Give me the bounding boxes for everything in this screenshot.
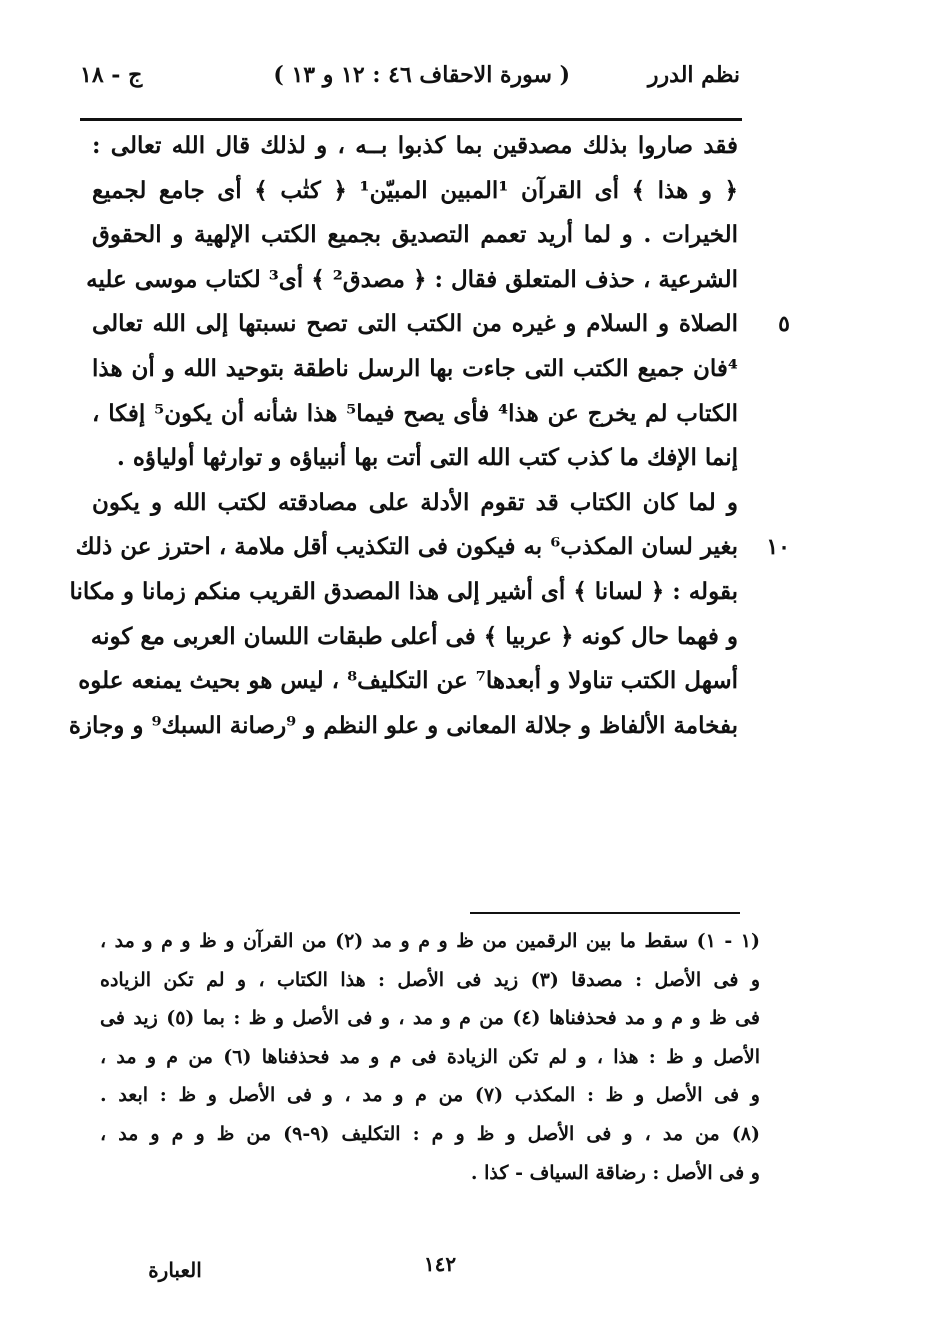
text-line: بفخامة الألفاظ و جلالة المعانى و علو النظم و ⁹رصانة السبك⁹ و وجازة bbox=[68, 711, 738, 739]
text-line: فقد صاروا بذلك مصدقين بما كذبوا بــه ، و لذلك قال الله تعالى : bbox=[92, 132, 738, 159]
footnote-line: (٨) من مد ، و فى الأصل و ظ و م : التكليف (٩-٩) من ظ و م و مد ، bbox=[100, 1122, 761, 1145]
part-number: ج - ١٨ bbox=[80, 62, 143, 88]
footnote-line: الأصل و ظ : هذا ، و لم تكن الزيادة فى م و مد فحذفناها (٦) من م و مد ، bbox=[100, 1045, 760, 1068]
header-rule bbox=[80, 118, 742, 121]
running-header bbox=[80, 62, 740, 108]
text-line-with-marker bbox=[92, 302, 790, 347]
text-line: و فهما حال كونه ﴿ عربيا ﴾ فى أعلى طبقات اللسان العربى مع كونه bbox=[90, 622, 738, 650]
text-line: بغير لسان المكذب⁶ به فيكون فى التكذيب أقل ملامة ، احترز عن ذلك bbox=[75, 533, 738, 561]
footnote-line: فى ظ و م و مد فحذفناها (٤) من م و مد ، و فى الأصل و ظ : بما (٥) زيد فى bbox=[100, 1007, 760, 1030]
catchword: العبارة bbox=[148, 1258, 202, 1282]
footnote-line: و فى الأصل و ظ : المكذب (٧) من م و مد ، و فى الأصل و ظ : ابعد . bbox=[100, 1084, 760, 1107]
text-line: الشرعية ، حذف المتعلق فقال : ﴿ مصدق² ﴾ أى³ لكتاب موسى عليه bbox=[86, 265, 738, 293]
text-line: الكتاب لم يخرج عن هذا⁴ فأى يصح فيما⁵ هذا شأنه أن يكون⁵ إفكا ، bbox=[92, 399, 738, 427]
footnote-rule bbox=[470, 912, 740, 914]
surah-reference: ( سورة الاحقاف ٤٦ : ١٢ و ١٣ ) bbox=[273, 62, 570, 88]
book-title: نظم الدرر bbox=[647, 62, 740, 88]
page-number: ١٤٢ bbox=[423, 1252, 457, 1276]
text-line: و لما كان الكتاب قد تقوم الأدلة على مصادقته لكتب الله و يكون bbox=[92, 488, 738, 516]
main-text bbox=[68, 124, 790, 748]
line-number-5: ٥ bbox=[778, 311, 790, 338]
text-line: أسهل الكتب تناولا و أبعدها⁷ عن التكليف⁸ ، ليس هو بحيث يمنعه علوه bbox=[78, 667, 738, 695]
line-number-10: ١٠ bbox=[766, 534, 790, 561]
text-line: الصلاة و السلام و غيره من الكتب التى تصح نسبتها إلى الله تعالى bbox=[92, 310, 738, 338]
text-line-with-marker bbox=[75, 525, 790, 570]
text-line: ⁴فان جميع الكتب التى جاءت بها الرسل ناطقة بتوحيد الله و أن هذا bbox=[92, 354, 738, 382]
text-line: بقوله : ﴿ لسانا ﴾ أى أشير إلى هذا المصدق القريب منكم زمانا و مكانا bbox=[69, 577, 738, 605]
footnote-line: و فى الأصل : مصدقا (٣) زيد فى الأصل : هذا الكتاب ، و لم تكن الزياده bbox=[100, 968, 761, 991]
text-line: ﴿ و هذا ﴾ أى القرآن ¹المبين المبيّن¹ ﴿ كتٰب ﴾ أى جامع لجميع bbox=[92, 176, 738, 204]
footnote-line: و فى الأصل : رضاقة السياف - كذا . bbox=[470, 1161, 760, 1184]
text-line: إنما الإفك ما كذب كتب الله التى أتت بها أنبياؤه و توارثها أولياؤه . bbox=[116, 444, 738, 472]
footnote-line: (١ - ١) سقط ما بين الرقمين من ظ و م و مد (٢) من القرآن و ظ و م و مد ، bbox=[100, 930, 760, 952]
footnotes bbox=[100, 922, 760, 1192]
text-line: الخيرات . و لما أريد تعمم التصديق بجميع الكتب الإلهية و الحقوق bbox=[92, 221, 738, 249]
